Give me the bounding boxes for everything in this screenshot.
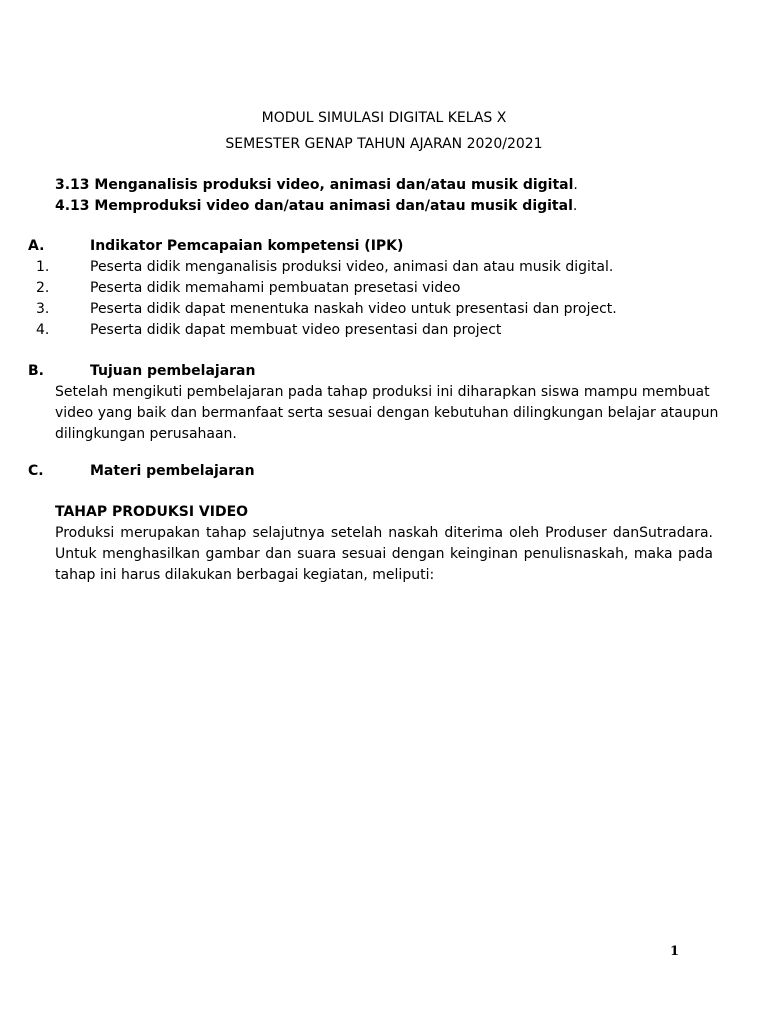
- competency-3-13: [55, 175, 578, 195]
- ipk-item-2-text: Peserta didik memahami pembuatan presetasi video: [90, 280, 461, 296]
- produksi-paragraph: Produksi merupakan tahap selajutnya setelah naskah diterima oleh Produser danSutradara. Untuk menghasilkan gambar dan suara sesuai dengan keinginan penulisnaskah, maka pada tahap ini harus dilakukan berbagai kegiatan, meliputi:: [55, 525, 713, 583]
- section-a-title: Indikator Pemcapaian kompetensi (IPK): [90, 238, 404, 254]
- ipk-item-4-number: 4.: [36, 322, 50, 338]
- section-b-title: Tujuan pembelajaran: [90, 363, 256, 379]
- semester-title: SEMESTER GENAP TAHUN AJARAN 2020/2021: [225, 136, 543, 152]
- competency-4-13-text: 4.13 Memproduksi video dan/atau animasi dan/atau musik digital: [55, 198, 573, 214]
- competency-4-13-suffix: .: [572, 198, 578, 214]
- ipk-item-2-number: 2.: [36, 280, 50, 296]
- competency-4-13: [55, 196, 577, 216]
- section-c-title: Materi pembelajaran: [90, 463, 255, 479]
- tujuan-line-3: dilingkungan perusahaan.: [55, 426, 237, 442]
- subheading-tahap-produksi: TAHAP PRODUKSI VIDEO: [55, 504, 249, 520]
- section-c-letter: C.: [28, 463, 44, 479]
- ipk-item-4-text: Peserta didik dapat membuat video presentasi dan project: [90, 322, 502, 338]
- tujuan-line-1: Setelah mengikuti pembelajaran pada tahap produksi ini diharapkan siswa mampu membuat: [55, 384, 710, 400]
- module-title: MODUL SIMULASI DIGITAL KELAS X: [261, 110, 507, 126]
- competency-3-13-text: 3.13 Menganalisis produksi video, animasi dan/atau musik digital: [55, 177, 574, 193]
- competency-3-13-suffix: .: [573, 177, 578, 193]
- section-b-letter: B.: [28, 363, 44, 379]
- section-a-letter: A.: [28, 238, 45, 254]
- tujuan-line-2: video yang baik dan bermanfaat serta sesuai dengan kebutuhan dilingkungan belajar ataupun: [55, 405, 719, 421]
- ipk-item-1-text: Peserta didik menganalisis produksi video, animasi dan atau musik digital.: [90, 259, 614, 275]
- ipk-item-3-number: 3.: [36, 301, 50, 317]
- ipk-item-1-number: 1.: [36, 259, 50, 275]
- ipk-item-3-text: Peserta didik dapat menentuka naskah video untuk presentasi dan project.: [90, 301, 617, 317]
- page-number: 1: [670, 944, 680, 959]
